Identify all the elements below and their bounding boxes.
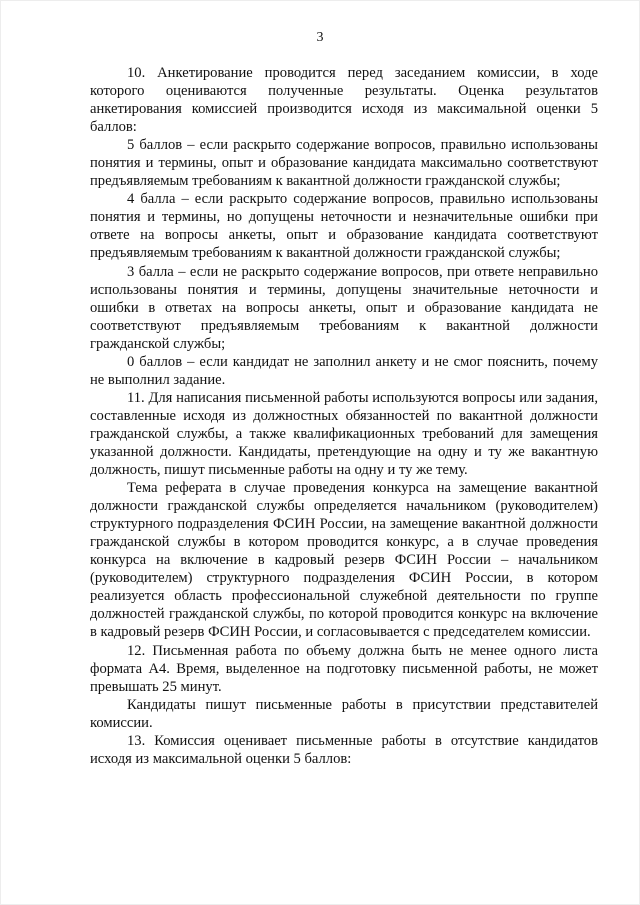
page-number: 3 <box>316 30 324 45</box>
paragraph-item-12: 12. Письменная работа по объему должна быть не менее одного листа формата А4. Время, выделенное на подготовку письменной работы, не может превышать 25 минут. <box>90 642 598 695</box>
paragraph-score-4: 4 балла – если раскрыто содержание вопросов, правильно использованы понятия и термины, но допущены неточности и незначительные ошибки при ответе на вопросы анкеты, опыт и образование кандидата соответствуют предъявляемым требованиям к вакантной должности гражданской службы; <box>90 191 598 262</box>
paragraph-item-10: 10. Анкетирование проводится перед заседанием комиссии, в ходе которого оцениваются полученные результаты. Оценка результатов анкетирования комиссией производится исходя из максимальной оценки 5 баллов: <box>90 65 598 136</box>
paragraph-score-5: 5 баллов – если раскрыто содержание вопросов, правильно использованы понятия и термины, опыт и образование кандидата максимально соответствуют предъявляемым требованиям к вакантной должности гражданской службы; <box>90 137 598 190</box>
document-body <box>90 64 598 768</box>
paragraph-candidates-write: Кандидаты пишут письменные работы в присутствии представителей комиссии. <box>90 696 598 731</box>
paragraph-score-0: 0 баллов – если кандидат не заполнил анкету и не смог пояснить, почему не выполнил задание. <box>90 353 598 388</box>
paragraph-item-11: 11. Для написания письменной работы используются вопросы или задания, составленные исходя из должностных обязанностей по вакантной должности гражданской службы, а также квалификационных требований для замещения указанной должности. Кандидаты, претендующие на одну и ту же вакантную должность, пишут письменные работы на одну и ту же тему. <box>90 389 598 479</box>
paragraph-essay-topic: Тема реферата в случае проведения конкурса на замещение вакантной должности гражданской службы определяется начальником (руководителем) структурного подразделения ФСИН России, на замещение вакантной должности гражданской службы в котором проводится конкурс, а в случае проведения конкурса на включение в кадровый резерв ФСИН России – начальником (руководителем) структурного подразделения ФСИН России, в котором реализуется область профессиональной служебной деятельности по группе должностей гражданской службы, по которой проводится конкурс на включение в кадровый резерв ФСИН России, и согласовывается с председателем комиссии. <box>90 480 598 641</box>
paragraph-item-13: 13. Комиссия оценивает письменные работы в отсутствие кандидатов исходя из максимальной оценки 5 баллов: <box>90 732 598 767</box>
paragraph-score-3: 3 балла – если не раскрыто содержание вопросов, при ответе неправильно использованы понятия и термины, допущены значительные неточности и ошибки в ответах на вопросы анкеты, опыт и образование кандидата не соответствуют предъявляемым требованиям к вакантной должности гражданской службы; <box>90 263 598 352</box>
